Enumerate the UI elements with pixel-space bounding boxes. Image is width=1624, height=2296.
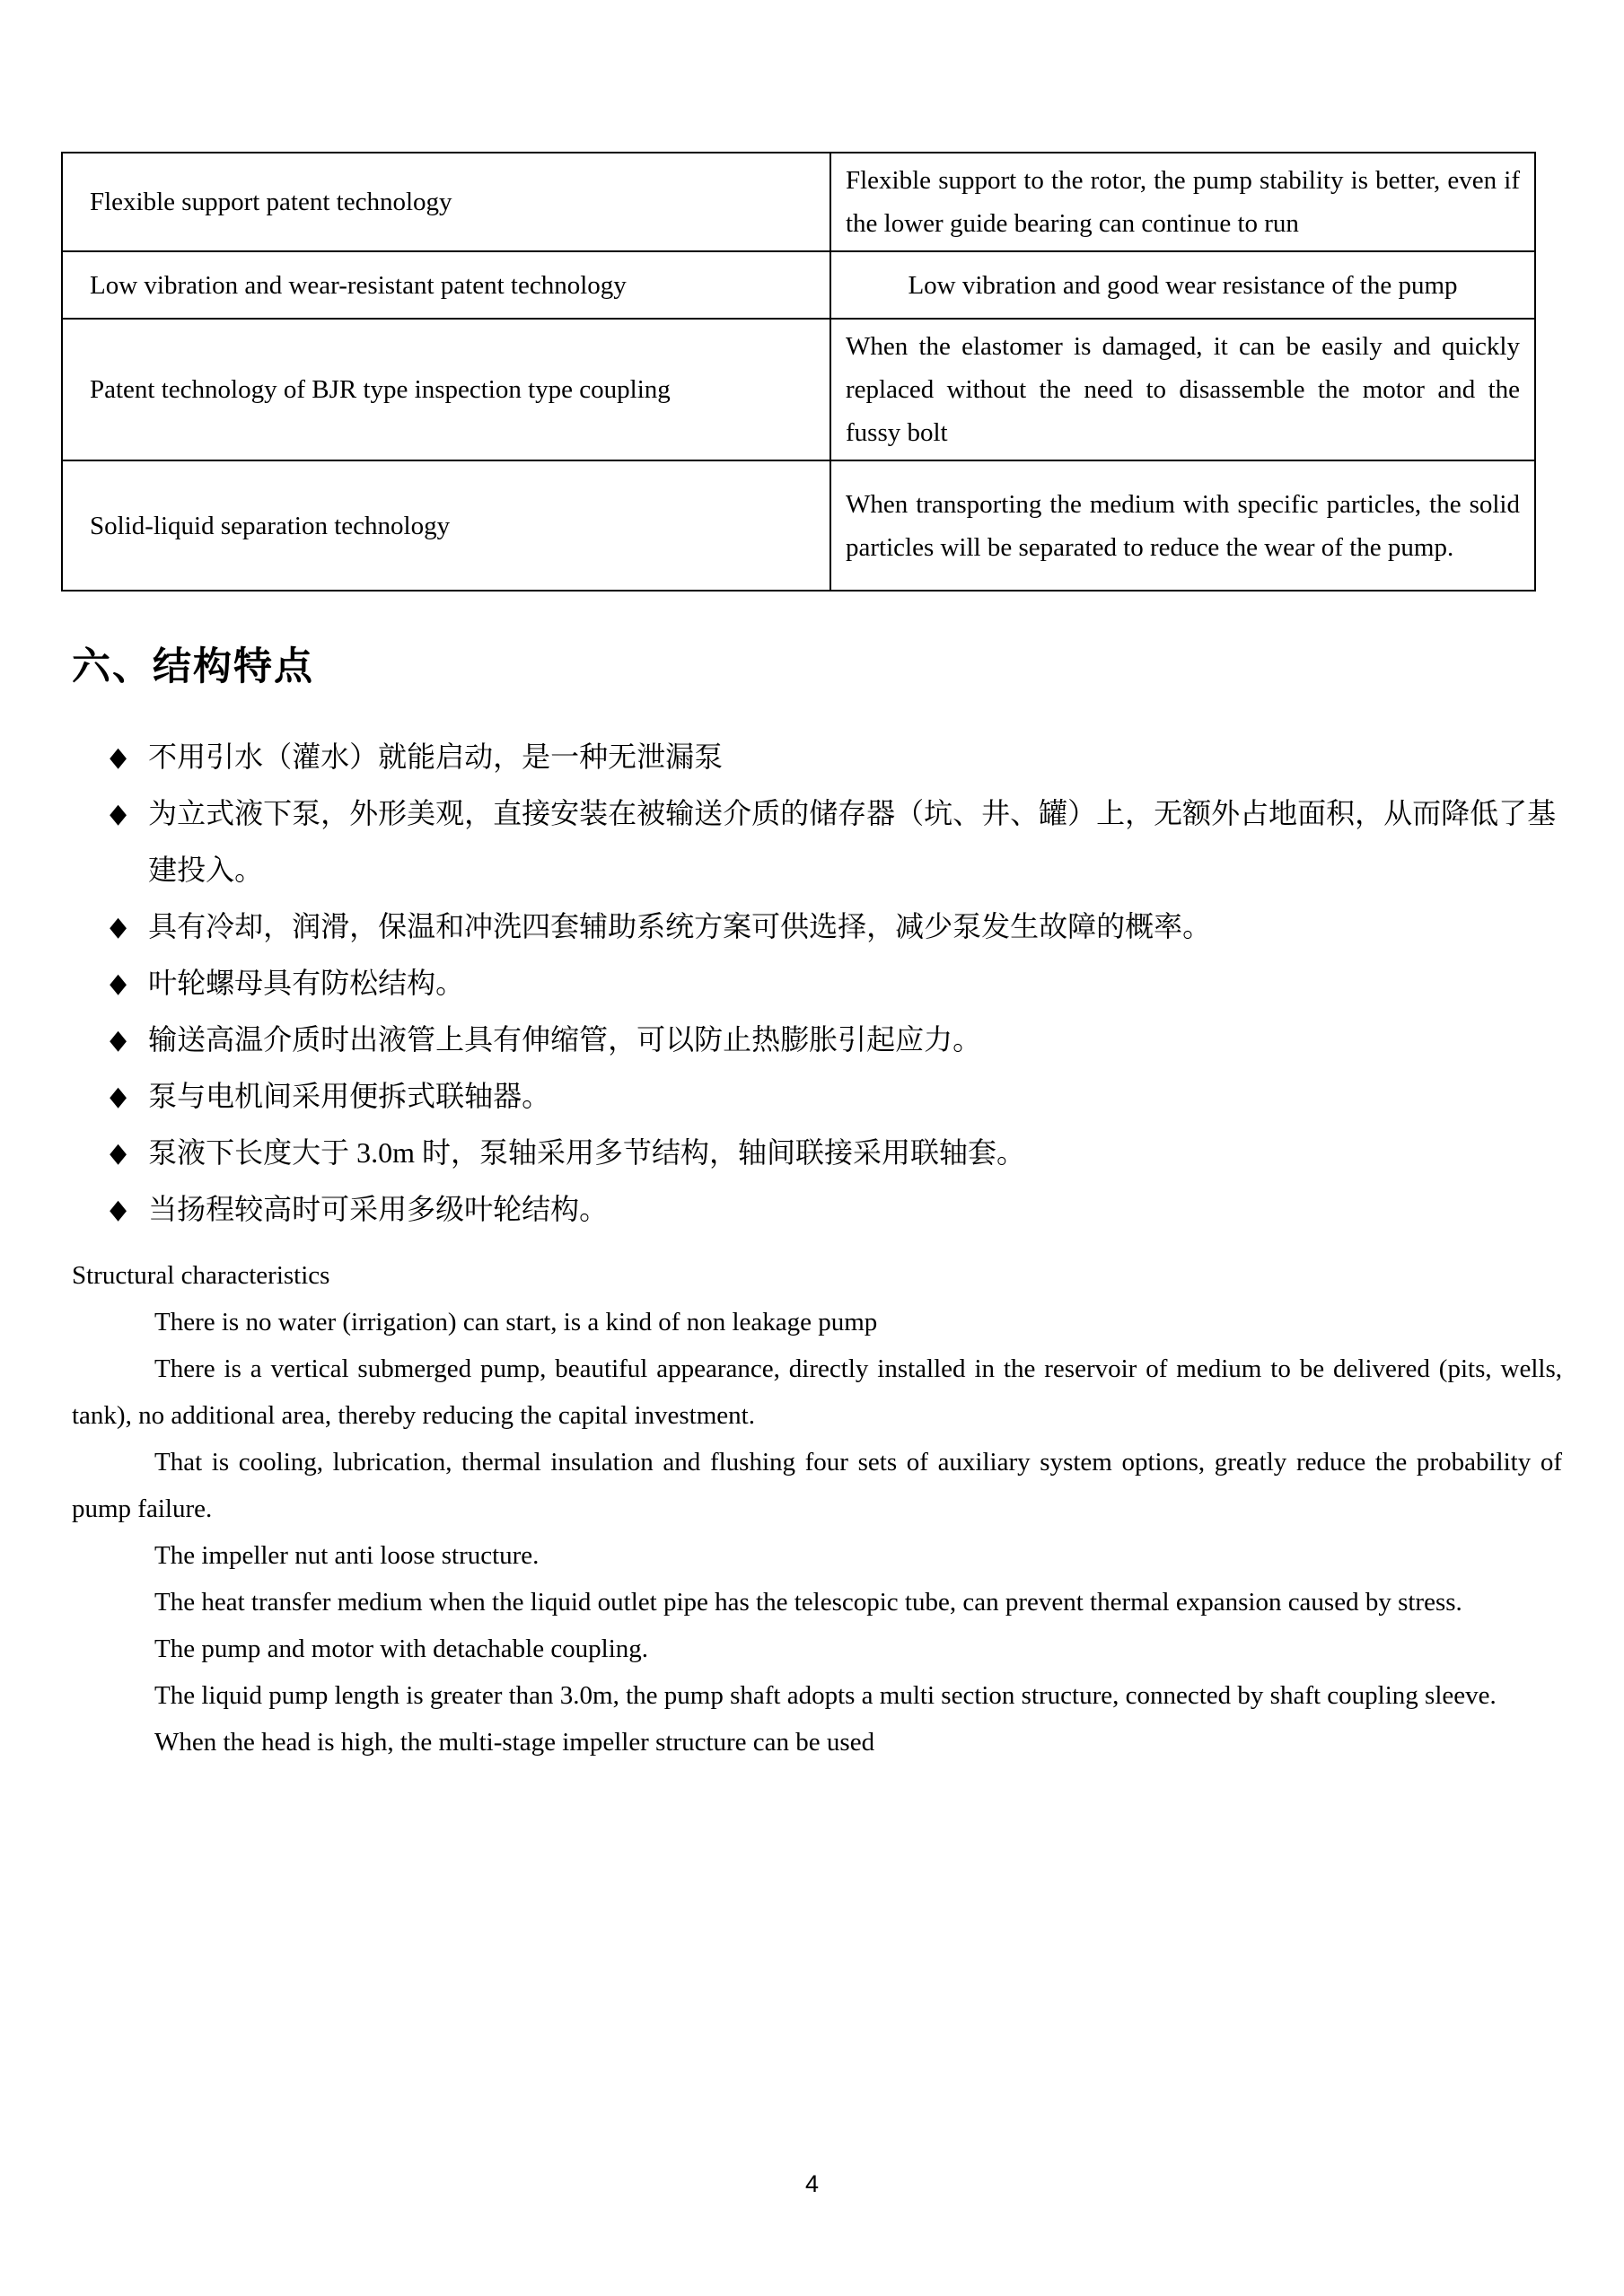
paragraph: The pump and motor with detachable coupling. bbox=[154, 1634, 649, 1663]
list-item bbox=[108, 1181, 1562, 1238]
diamond-bullet-icon: ◆ bbox=[110, 799, 127, 828]
feature-name-cell: Patent technology of BJR type inspection type coupling bbox=[62, 319, 830, 460]
list-item bbox=[108, 1125, 1562, 1181]
paragraph: There is no water (irrigation) can start, is a kind of non leakage pump bbox=[154, 1308, 878, 1336]
feature-description-cell: Flexible support to the rotor, the pump stability is better, even if the lower guide bearing can continue to run bbox=[830, 153, 1535, 251]
feature-description-cell: Low vibration and good wear resistance of the pump bbox=[830, 251, 1535, 319]
bullet-text: 不用引水（灌水）就能启动，是一种无泄漏泵 bbox=[148, 741, 724, 773]
diamond-bullet-icon: ◆ bbox=[110, 742, 127, 772]
page-number: 4 bbox=[804, 2170, 820, 2197]
list-item bbox=[108, 955, 1562, 1012]
paragraph: The heat transfer medium when the liquid outlet pipe has the telescopic tube, can prevent thermal expansion caused by stress. bbox=[154, 1588, 1462, 1617]
section-heading: 六、结构特点 bbox=[72, 646, 314, 688]
english-section-title: Structural characteristics bbox=[72, 1261, 330, 1290]
list-item bbox=[108, 785, 1562, 898]
paragraph: When the head is high, the multi-stage impeller structure can be used bbox=[154, 1728, 875, 1757]
bullet-text: 泵液下长度大于 3.0m 时，泵轴采用多节结构，轴间联接采用联轴套。 bbox=[148, 1136, 1025, 1169]
feature-name-cell: Flexible support patent technology bbox=[62, 153, 830, 251]
paragraph: There is a vertical submerged pump, beautiful appearance, directly installed in the reservoir of medium to be delivered (pits, wells, tank), no additional area, thereby reducing the capital investment. bbox=[72, 1354, 1562, 1430]
diamond-bullet-icon: ◆ bbox=[110, 968, 127, 998]
bullet-list bbox=[61, 729, 1562, 1238]
paragraph: That is cooling, lubrication, thermal insulation and flushing four sets of auxiliary system options, greatly reduce the probability of pump failure. bbox=[72, 1448, 1562, 1523]
diamond-bullet-icon: ◆ bbox=[110, 1195, 127, 1224]
diamond-bullet-icon: ◆ bbox=[110, 1138, 127, 1168]
diamond-bullet-icon: ◆ bbox=[110, 1082, 127, 1111]
bullet-text: 叶轮螺母具有防松结构。 bbox=[148, 967, 465, 999]
feature-name-cell: Solid-liquid separation technology bbox=[62, 460, 830, 591]
table-row bbox=[62, 319, 1535, 460]
table-row bbox=[62, 153, 1535, 251]
table-row bbox=[62, 251, 1535, 319]
feature-description-cell: When transporting the medium with specific particles, the solid particles will be separated to reduce the wear of the pump. bbox=[830, 460, 1535, 591]
features-table bbox=[61, 152, 1536, 592]
bullet-text: 输送高温介质时出液管上具有伸缩管，可以防止热膨胀引起应力。 bbox=[148, 1023, 982, 1056]
bullet-text: 当扬程较高时可采用多级叶轮结构。 bbox=[148, 1193, 609, 1225]
list-item bbox=[108, 729, 1562, 785]
bullet-text: 具有冷却，润滑，保温和冲洗四套辅助系统方案可供选择，减少泵发生故障的概率。 bbox=[148, 910, 1212, 942]
diamond-bullet-icon: ◆ bbox=[110, 912, 127, 942]
paragraph: The liquid pump length is greater than 3.0m, the pump shaft adopts a multi section structure, connected by shaft coupling sleeve. bbox=[154, 1681, 1497, 1710]
paragraph: The impeller nut anti loose structure. bbox=[154, 1541, 540, 1570]
list-item bbox=[108, 1012, 1562, 1068]
feature-description-cell: When the elastomer is damaged, it can be easily and quickly replaced without the need to disassemble the motor and the fussy bolt bbox=[830, 319, 1535, 460]
table-row bbox=[62, 460, 1535, 591]
feature-name-cell: Low vibration and wear-resistant patent technology bbox=[62, 251, 830, 319]
list-item bbox=[108, 1068, 1562, 1125]
bullet-text: 泵与电机间采用便拆式联轴器。 bbox=[148, 1080, 551, 1112]
list-item bbox=[108, 898, 1562, 955]
diamond-bullet-icon: ◆ bbox=[110, 1025, 127, 1055]
bullet-text: 为立式液下泵，外形美观，直接安装在被输送介质的储存器（坑、井、罐）上，无额外占地面积，从而降低了基建投入。 bbox=[148, 797, 1557, 886]
